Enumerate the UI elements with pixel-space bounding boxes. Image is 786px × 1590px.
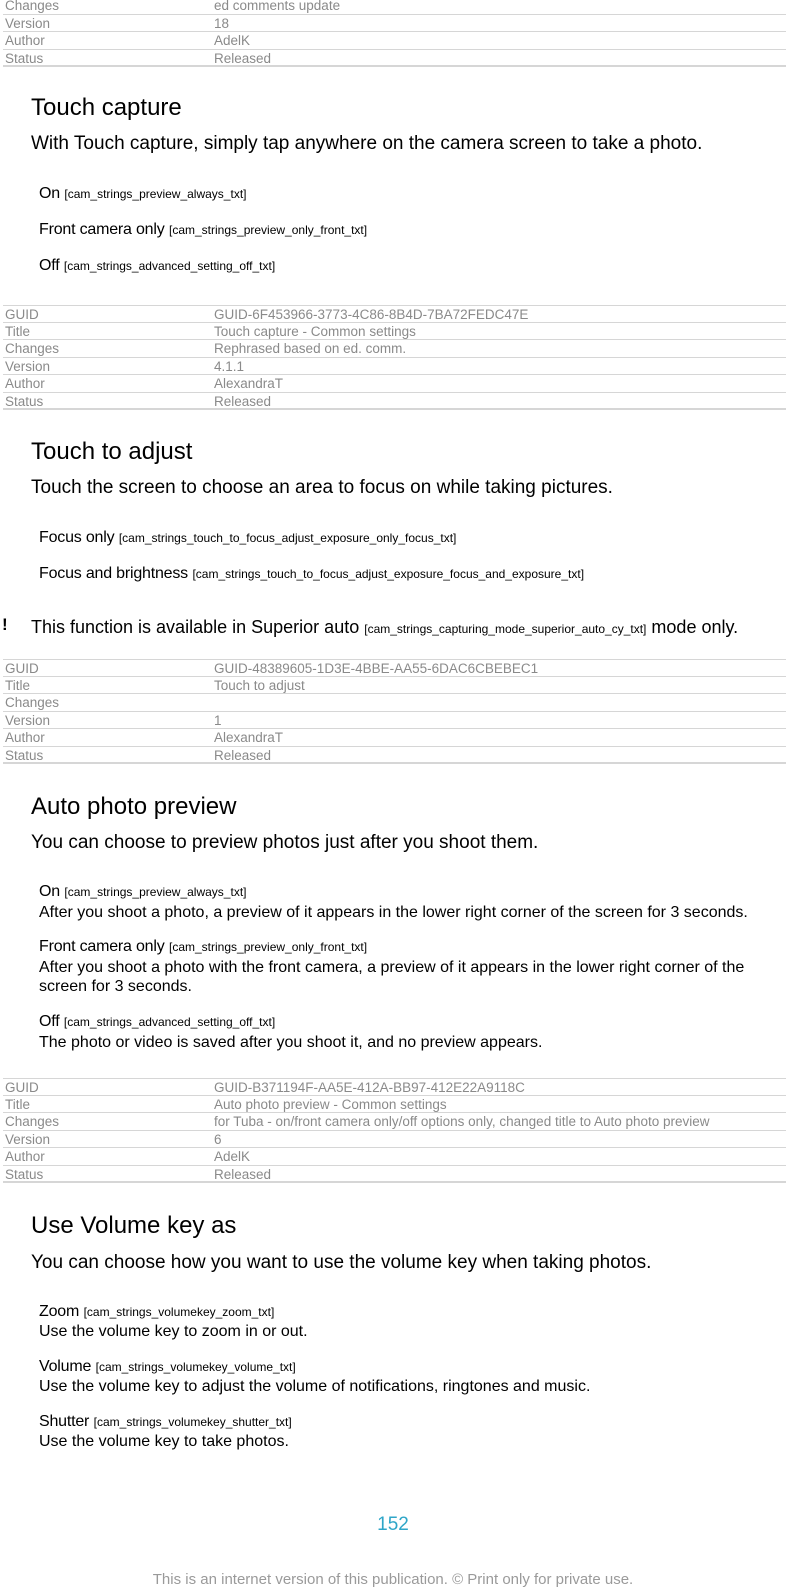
meta-key: Changes (5, 1114, 60, 1129)
option-label: On (39, 883, 60, 900)
meta-key: Changes (5, 341, 60, 356)
meta-key: Version (5, 358, 51, 374)
option-label: Off (39, 257, 60, 274)
meta-value: AdelK (214, 1149, 251, 1164)
meta-value: GUID-48389605-1D3E-4BBE-AA55-6DAC6CBEBEC1 (214, 661, 539, 676)
meta-key: Version (5, 712, 51, 728)
meta-key: Status (5, 747, 44, 763)
meta-row-version (3, 15, 786, 33)
warning-icon: ! (2, 615, 8, 634)
meta-key: GUID (5, 661, 39, 676)
note-mode: Superior auto (251, 617, 360, 637)
option-string-id: [cam_strings_touch_to_focus_adjust_exposure_only_focus_txt] (118, 531, 457, 545)
option-label: Front camera only (39, 221, 165, 238)
touch-capture-metadata-table (3, 305, 786, 410)
meta-row-title (3, 323, 786, 341)
option-string-id: [cam_strings_preview_always_txt] (64, 885, 247, 899)
touch-adjust-metadata-table (3, 659, 786, 764)
touch-adjust-option-focus-only (39, 529, 456, 547)
option-string-id: [cam_strings_volumekey_zoom_txt] (83, 1305, 275, 1319)
meta-key: Author (5, 376, 45, 391)
touch-capture-option-off (39, 257, 275, 275)
touch-adjust-option-focus-brightness (39, 565, 584, 583)
option-description: Use the volume key to zoom in or out. (39, 1323, 308, 1340)
meta-value: Rephrased based on ed. comm. (214, 341, 407, 356)
meta-row-version (3, 1131, 786, 1149)
option-label: Zoom (39, 1303, 80, 1320)
meta-key: GUID (5, 307, 39, 322)
option-label: Front camera only (39, 938, 165, 955)
meta-row-status (3, 1166, 786, 1184)
option-string-id: [cam_strings_touch_to_focus_adjust_exposure_focus_and_exposure_txt] (192, 567, 585, 581)
meta-row-author (3, 32, 786, 50)
meta-value: 1 (214, 712, 222, 728)
meta-key: Status (5, 50, 44, 66)
option-string-id: [cam_strings_volumekey_shutter_txt] (93, 1415, 292, 1429)
meta-row-status (3, 50, 786, 68)
volume-key-option-zoom (39, 1303, 274, 1321)
touch-adjust-heading: Touch to adjust (31, 438, 193, 465)
meta-row-status (3, 747, 786, 765)
meta-value: Released (214, 393, 272, 408)
meta-key: Title (5, 323, 31, 339)
option-description: Use the volume key to adjust the volume of notifications, ringtones and music. (39, 1378, 591, 1395)
option-label: Focus and brightness (39, 565, 188, 582)
volume-key-heading: Use Volume key as (31, 1212, 237, 1239)
meta-key: Version (5, 15, 51, 31)
meta-row-author (3, 375, 786, 393)
meta-row-changes (3, 0, 786, 15)
meta-value: Touch to adjust (214, 677, 305, 693)
note-text-end: mode only. (651, 617, 739, 637)
auto-preview-metadata-table (3, 1078, 786, 1183)
touch-capture-intro: With Touch capture, simply tap anywhere on the camera screen to take a photo. (31, 133, 703, 154)
meta-row-title (3, 1096, 786, 1114)
meta-value: ed comments update (214, 0, 341, 13)
meta-row-version (3, 712, 786, 730)
meta-value: AlexandraT (214, 376, 284, 391)
meta-value: Released (214, 50, 272, 65)
footer-notice: This is an internet version of this publication. © Print only for private use. (152, 1571, 634, 1588)
meta-row-guid (3, 305, 786, 323)
option-string-id: [cam_strings_advanced_setting_off_txt] (63, 1015, 276, 1029)
page-number: 152 (377, 1514, 409, 1535)
option-description: Use the volume key to take photos. (39, 1433, 289, 1450)
auto-preview-option-on (39, 883, 246, 901)
meta-key: Author (5, 1149, 45, 1164)
meta-row-title (3, 677, 786, 695)
meta-key: Version (5, 1131, 51, 1147)
option-label: Shutter (39, 1413, 90, 1430)
meta-value: GUID-6F453966-3773-4C86-8B4D-7BA72FEDC47E (214, 307, 529, 322)
meta-value: AlexandraT (214, 730, 284, 745)
meta-value: Released (214, 747, 272, 762)
option-string-id: [cam_strings_volumekey_volume_txt] (95, 1360, 296, 1374)
superior-auto-note (31, 617, 738, 638)
volume-key-option-shutter (39, 1413, 292, 1431)
meta-key: Status (5, 393, 44, 409)
meta-value: GUID-B371194F-AA5E-412A-BB97-412E22A9118C (214, 1080, 525, 1095)
meta-value: for Tuba - on/front camera only/off options only, changed title to Auto photo preview (214, 1114, 710, 1129)
touch-capture-option-on (39, 185, 246, 203)
meta-key: Author (5, 730, 45, 745)
option-label: Volume (39, 1358, 92, 1375)
meta-key: Status (5, 1166, 44, 1182)
touch-adjust-intro: Touch the screen to choose an area to focus on while taking pictures. (31, 477, 613, 498)
meta-key: GUID (5, 1080, 39, 1095)
meta-row-guid (3, 659, 786, 677)
meta-value: 18 (214, 15, 230, 31)
touch-capture-option-front (39, 221, 367, 239)
auto-preview-option-front (39, 938, 367, 956)
option-string-id: [cam_strings_preview_only_front_txt] (169, 223, 368, 237)
meta-value (214, 694, 786, 711)
meta-row-changes (3, 694, 786, 712)
option-label: Focus only (39, 529, 115, 546)
meta-key: Title (5, 1096, 31, 1112)
meta-value: Released (214, 1166, 272, 1181)
meta-row-changes (3, 1113, 786, 1131)
option-description: After you shoot a photo, a preview of it appears in the lower right corner of the screen for 3 seconds. (39, 904, 748, 921)
meta-row-changes (3, 340, 786, 358)
meta-key: Changes (5, 695, 60, 710)
auto-preview-heading: Auto photo preview (31, 793, 237, 820)
note-text: This function is available in (31, 617, 247, 637)
meta-key: Changes (5, 0, 60, 13)
meta-value: 6 (214, 1131, 222, 1147)
auto-preview-intro: You can choose to preview photos just after you shoot them. (31, 832, 539, 853)
option-string-id: [cam_strings_preview_always_txt] (64, 187, 247, 201)
volume-key-intro: You can choose how you want to use the volume key when taking photos. (31, 1252, 652, 1273)
note-string-id: [cam_strings_capturing_mode_superior_auto_cy_txt] (364, 622, 647, 636)
meta-row-author (3, 729, 786, 747)
top-metadata-table (3, 0, 786, 67)
auto-preview-option-off (39, 1013, 275, 1031)
option-string-id: [cam_strings_preview_only_front_txt] (169, 940, 368, 954)
meta-key: Title (5, 677, 31, 693)
meta-row-guid (3, 1078, 786, 1096)
meta-row-version (3, 358, 786, 376)
option-description: After you shoot a photo with the front camera, a preview of it appears in the lower right corner of the screen for 3 seconds. (39, 959, 745, 995)
meta-value: 4.1.1 (214, 358, 245, 374)
option-string-id: [cam_strings_advanced_setting_off_txt] (63, 259, 276, 273)
option-description: The photo or video is saved after you shoot it, and no preview appears. (39, 1034, 543, 1051)
meta-key: Author (5, 33, 45, 48)
option-label: Off (39, 1013, 60, 1030)
volume-key-option-volume (39, 1358, 296, 1376)
meta-row-status (3, 393, 786, 411)
meta-row-author (3, 1148, 786, 1166)
meta-value: Auto photo preview - Common settings (214, 1096, 447, 1112)
meta-value: AdelK (214, 33, 251, 48)
touch-capture-heading: Touch capture (31, 94, 182, 121)
meta-value: Touch capture - Common settings (214, 323, 416, 339)
option-label: On (39, 185, 60, 202)
